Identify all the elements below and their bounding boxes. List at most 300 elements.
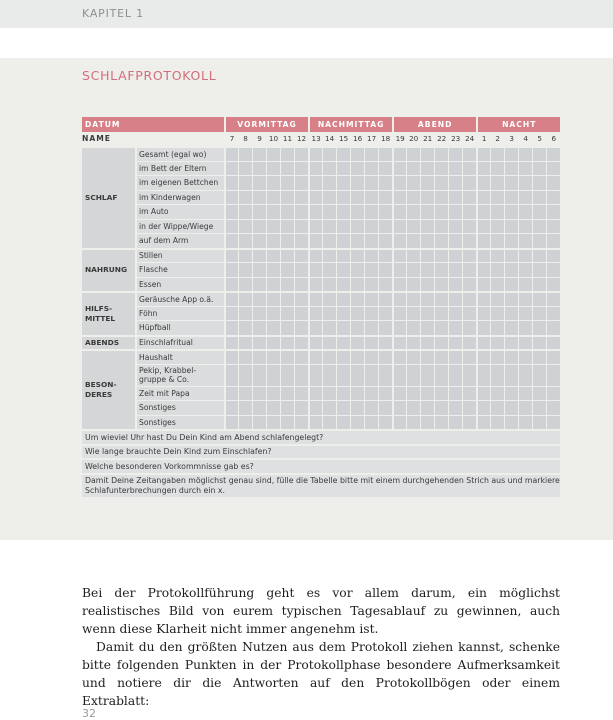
time-cell[interactable] — [462, 400, 476, 415]
time-cell[interactable] — [266, 146, 280, 161]
time-cell[interactable] — [266, 386, 280, 401]
time-cell[interactable] — [448, 306, 462, 321]
time-cell[interactable] — [336, 233, 350, 248]
time-cell[interactable] — [378, 415, 392, 430]
time-cell[interactable] — [406, 219, 420, 234]
time-cell[interactable] — [546, 277, 560, 292]
time-cell[interactable] — [294, 400, 308, 415]
time-cell[interactable] — [308, 415, 322, 430]
time-cell[interactable] — [490, 233, 504, 248]
time-cell[interactable] — [448, 291, 462, 306]
time-cell[interactable] — [350, 262, 364, 277]
time-cell[interactable] — [490, 364, 504, 386]
time-cell[interactable] — [378, 248, 392, 263]
time-cell[interactable] — [364, 190, 378, 205]
time-cell[interactable] — [224, 415, 238, 430]
time-cell[interactable] — [322, 306, 336, 321]
time-cell[interactable] — [420, 219, 434, 234]
time-cell[interactable] — [518, 306, 532, 321]
time-cell[interactable] — [532, 219, 546, 234]
time-cell[interactable] — [406, 190, 420, 205]
time-cell[interactable] — [532, 204, 546, 219]
time-cell[interactable] — [406, 306, 420, 321]
time-cell[interactable] — [308, 146, 322, 161]
time-cell[interactable] — [420, 248, 434, 263]
time-cell[interactable] — [238, 291, 252, 306]
time-cell[interactable] — [322, 219, 336, 234]
time-cell[interactable] — [504, 415, 518, 430]
time-cell[interactable] — [252, 400, 266, 415]
time-cell[interactable] — [378, 277, 392, 292]
time-cell[interactable] — [448, 262, 462, 277]
time-cell[interactable] — [336, 386, 350, 401]
time-cell[interactable] — [518, 204, 532, 219]
time-cell[interactable] — [392, 364, 406, 386]
time-cell[interactable] — [252, 386, 266, 401]
time-cell[interactable] — [420, 306, 434, 321]
time-cell[interactable] — [532, 248, 546, 263]
time-cell[interactable] — [336, 146, 350, 161]
time-cell[interactable] — [476, 161, 490, 176]
time-cell[interactable] — [434, 248, 448, 263]
time-cell[interactable] — [504, 190, 518, 205]
time-cell[interactable] — [252, 204, 266, 219]
time-cell[interactable] — [504, 175, 518, 190]
time-cell[interactable] — [448, 204, 462, 219]
time-cell[interactable] — [504, 306, 518, 321]
time-cell[interactable] — [350, 219, 364, 234]
time-cell[interactable] — [434, 386, 448, 401]
time-cell[interactable] — [350, 386, 364, 401]
time-cell[interactable] — [406, 161, 420, 176]
time-cell[interactable] — [532, 277, 546, 292]
time-cell[interactable] — [350, 161, 364, 176]
time-cell[interactable] — [378, 335, 392, 350]
time-cell[interactable] — [378, 219, 392, 234]
time-cell[interactable] — [280, 400, 294, 415]
time-cell[interactable] — [266, 364, 280, 386]
time-cell[interactable] — [420, 349, 434, 364]
time-cell[interactable] — [266, 233, 280, 248]
time-cell[interactable] — [308, 190, 322, 205]
time-cell[interactable] — [476, 320, 490, 335]
time-cell[interactable] — [476, 277, 490, 292]
time-cell[interactable] — [532, 386, 546, 401]
time-cell[interactable] — [378, 291, 392, 306]
time-cell[interactable] — [350, 335, 364, 350]
time-cell[interactable] — [280, 161, 294, 176]
time-cell[interactable] — [518, 175, 532, 190]
time-cell[interactable] — [490, 320, 504, 335]
time-cell[interactable] — [406, 415, 420, 430]
time-cell[interactable] — [308, 349, 322, 364]
time-cell[interactable] — [350, 400, 364, 415]
time-cell[interactable] — [280, 204, 294, 219]
time-cell[interactable] — [308, 291, 322, 306]
time-cell[interactable] — [434, 277, 448, 292]
time-cell[interactable] — [490, 306, 504, 321]
time-cell[interactable] — [546, 364, 560, 386]
time-cell[interactable] — [476, 204, 490, 219]
time-cell[interactable] — [532, 190, 546, 205]
time-cell[interactable] — [364, 175, 378, 190]
time-cell[interactable] — [252, 364, 266, 386]
time-cell[interactable] — [280, 190, 294, 205]
time-cell[interactable] — [224, 364, 238, 386]
time-cell[interactable] — [294, 277, 308, 292]
time-cell[interactable] — [280, 233, 294, 248]
time-cell[interactable] — [448, 175, 462, 190]
time-cell[interactable] — [434, 364, 448, 386]
time-cell[interactable] — [280, 219, 294, 234]
time-cell[interactable] — [546, 204, 560, 219]
time-cell[interactable] — [392, 320, 406, 335]
time-cell[interactable] — [448, 415, 462, 430]
time-cell[interactable] — [546, 320, 560, 335]
time-cell[interactable] — [532, 233, 546, 248]
time-cell[interactable] — [252, 233, 266, 248]
time-cell[interactable] — [336, 248, 350, 263]
time-cell[interactable] — [490, 204, 504, 219]
time-cell[interactable] — [364, 248, 378, 263]
time-cell[interactable] — [224, 386, 238, 401]
time-cell[interactable] — [504, 349, 518, 364]
time-cell[interactable] — [434, 335, 448, 350]
time-cell[interactable] — [518, 386, 532, 401]
time-cell[interactable] — [448, 335, 462, 350]
time-cell[interactable] — [336, 335, 350, 350]
time-cell[interactable] — [238, 204, 252, 219]
time-cell[interactable] — [336, 204, 350, 219]
time-cell[interactable] — [448, 386, 462, 401]
time-cell[interactable] — [392, 335, 406, 350]
time-cell[interactable] — [378, 204, 392, 219]
time-cell[interactable] — [266, 204, 280, 219]
time-cell[interactable] — [546, 386, 560, 401]
time-cell[interactable] — [504, 262, 518, 277]
time-cell[interactable] — [420, 233, 434, 248]
time-cell[interactable] — [546, 219, 560, 234]
time-cell[interactable] — [420, 335, 434, 350]
time-cell[interactable] — [350, 146, 364, 161]
time-cell[interactable] — [280, 277, 294, 292]
time-cell[interactable] — [322, 320, 336, 335]
time-cell[interactable] — [434, 175, 448, 190]
time-cell[interactable] — [420, 146, 434, 161]
time-cell[interactable] — [322, 400, 336, 415]
time-cell[interactable] — [364, 219, 378, 234]
time-cell[interactable] — [294, 175, 308, 190]
time-cell[interactable] — [532, 161, 546, 176]
time-cell[interactable] — [532, 335, 546, 350]
time-cell[interactable] — [266, 400, 280, 415]
time-cell[interactable] — [280, 415, 294, 430]
time-cell[interactable] — [392, 146, 406, 161]
time-cell[interactable] — [518, 415, 532, 430]
time-cell[interactable] — [308, 262, 322, 277]
time-cell[interactable] — [280, 386, 294, 401]
time-cell[interactable] — [266, 262, 280, 277]
time-cell[interactable] — [252, 190, 266, 205]
time-cell[interactable] — [392, 219, 406, 234]
time-cell[interactable] — [294, 190, 308, 205]
time-cell[interactable] — [546, 349, 560, 364]
time-cell[interactable] — [336, 320, 350, 335]
time-cell[interactable] — [238, 364, 252, 386]
time-cell[interactable] — [378, 262, 392, 277]
time-cell[interactable] — [490, 190, 504, 205]
time-cell[interactable] — [350, 277, 364, 292]
time-cell[interactable] — [238, 233, 252, 248]
time-cell[interactable] — [434, 415, 448, 430]
time-cell[interactable] — [476, 219, 490, 234]
time-cell[interactable] — [406, 335, 420, 350]
time-cell[interactable] — [350, 306, 364, 321]
time-cell[interactable] — [420, 320, 434, 335]
time-cell[interactable] — [294, 262, 308, 277]
time-cell[interactable] — [420, 190, 434, 205]
time-cell[interactable] — [504, 277, 518, 292]
time-cell[interactable] — [392, 349, 406, 364]
time-cell[interactable] — [546, 335, 560, 350]
time-cell[interactable] — [434, 219, 448, 234]
time-cell[interactable] — [490, 248, 504, 263]
time-cell[interactable] — [336, 415, 350, 430]
time-cell[interactable] — [350, 320, 364, 335]
time-cell[interactable] — [546, 291, 560, 306]
time-cell[interactable] — [364, 306, 378, 321]
time-cell[interactable] — [420, 291, 434, 306]
time-cell[interactable] — [518, 248, 532, 263]
time-cell[interactable] — [462, 262, 476, 277]
time-cell[interactable] — [504, 219, 518, 234]
time-cell[interactable] — [266, 248, 280, 263]
time-cell[interactable] — [280, 364, 294, 386]
time-cell[interactable] — [532, 146, 546, 161]
time-cell[interactable] — [490, 386, 504, 401]
time-cell[interactable] — [266, 175, 280, 190]
time-cell[interactable] — [462, 320, 476, 335]
time-cell[interactable] — [518, 349, 532, 364]
time-cell[interactable] — [336, 262, 350, 277]
time-cell[interactable] — [280, 349, 294, 364]
time-cell[interactable] — [546, 233, 560, 248]
time-cell[interactable] — [462, 306, 476, 321]
time-cell[interactable] — [518, 364, 532, 386]
time-cell[interactable] — [364, 400, 378, 415]
time-cell[interactable] — [322, 349, 336, 364]
time-cell[interactable] — [322, 175, 336, 190]
time-cell[interactable] — [224, 291, 238, 306]
time-cell[interactable] — [448, 349, 462, 364]
time-cell[interactable] — [350, 349, 364, 364]
time-cell[interactable] — [336, 175, 350, 190]
time-cell[interactable] — [308, 248, 322, 263]
time-cell[interactable] — [294, 386, 308, 401]
time-cell[interactable] — [476, 364, 490, 386]
time-cell[interactable] — [238, 146, 252, 161]
time-cell[interactable] — [350, 204, 364, 219]
time-cell[interactable] — [420, 415, 434, 430]
time-cell[interactable] — [420, 204, 434, 219]
time-cell[interactable] — [518, 262, 532, 277]
time-cell[interactable] — [392, 291, 406, 306]
time-cell[interactable] — [280, 306, 294, 321]
time-cell[interactable] — [392, 175, 406, 190]
time-cell[interactable] — [364, 335, 378, 350]
time-cell[interactable] — [322, 204, 336, 219]
time-cell[interactable] — [322, 335, 336, 350]
time-cell[interactable] — [504, 364, 518, 386]
time-cell[interactable] — [448, 277, 462, 292]
time-cell[interactable] — [364, 277, 378, 292]
question-field[interactable]: Um wieviel Uhr hast Du Dein Kind am Abend schlafengelegt? — [82, 429, 560, 444]
time-cell[interactable] — [322, 386, 336, 401]
time-cell[interactable] — [252, 335, 266, 350]
time-cell[interactable] — [350, 291, 364, 306]
time-cell[interactable] — [378, 146, 392, 161]
time-cell[interactable] — [252, 349, 266, 364]
time-cell[interactable] — [224, 306, 238, 321]
time-cell[interactable] — [364, 204, 378, 219]
time-cell[interactable] — [364, 233, 378, 248]
time-cell[interactable] — [434, 291, 448, 306]
time-cell[interactable] — [546, 175, 560, 190]
time-cell[interactable] — [364, 386, 378, 401]
time-cell[interactable] — [294, 146, 308, 161]
time-cell[interactable] — [490, 349, 504, 364]
time-cell[interactable] — [406, 320, 420, 335]
time-cell[interactable] — [238, 415, 252, 430]
time-cell[interactable] — [406, 146, 420, 161]
time-cell[interactable] — [406, 400, 420, 415]
time-cell[interactable] — [378, 190, 392, 205]
time-cell[interactable] — [476, 306, 490, 321]
time-cell[interactable] — [406, 349, 420, 364]
time-cell[interactable] — [504, 386, 518, 401]
time-cell[interactable] — [308, 161, 322, 176]
time-cell[interactable] — [280, 335, 294, 350]
time-cell[interactable] — [532, 306, 546, 321]
time-cell[interactable] — [490, 175, 504, 190]
time-cell[interactable] — [294, 306, 308, 321]
time-cell[interactable] — [420, 277, 434, 292]
time-cell[interactable] — [266, 415, 280, 430]
time-cell[interactable] — [294, 291, 308, 306]
time-cell[interactable] — [238, 400, 252, 415]
time-cell[interactable] — [392, 248, 406, 263]
time-cell[interactable] — [378, 233, 392, 248]
time-cell[interactable] — [504, 400, 518, 415]
time-cell[interactable] — [252, 161, 266, 176]
time-cell[interactable] — [266, 349, 280, 364]
time-cell[interactable] — [224, 204, 238, 219]
time-cell[interactable] — [462, 349, 476, 364]
time-cell[interactable] — [546, 262, 560, 277]
time-cell[interactable] — [238, 161, 252, 176]
question-field[interactable]: Damit Deine Zeitangaben möglichst genau sind, fülle die Tabelle bitte mit einem durchgehenden Strich aus und markiere Schlafunterbrechungen durch ein x. — [82, 473, 560, 497]
time-cell[interactable] — [238, 386, 252, 401]
time-cell[interactable] — [462, 161, 476, 176]
time-cell[interactable] — [504, 335, 518, 350]
time-cell[interactable] — [434, 190, 448, 205]
time-cell[interactable] — [462, 146, 476, 161]
time-cell[interactable] — [518, 219, 532, 234]
time-cell[interactable] — [448, 146, 462, 161]
time-cell[interactable] — [252, 248, 266, 263]
time-cell[interactable] — [280, 291, 294, 306]
time-cell[interactable] — [462, 175, 476, 190]
time-cell[interactable] — [350, 248, 364, 263]
time-cell[interactable] — [546, 248, 560, 263]
time-cell[interactable] — [448, 248, 462, 263]
time-cell[interactable] — [448, 320, 462, 335]
time-cell[interactable] — [322, 415, 336, 430]
time-cell[interactable] — [532, 349, 546, 364]
time-cell[interactable] — [280, 146, 294, 161]
time-cell[interactable] — [518, 233, 532, 248]
time-cell[interactable] — [308, 175, 322, 190]
time-cell[interactable] — [546, 400, 560, 415]
time-cell[interactable] — [224, 335, 238, 350]
time-cell[interactable] — [322, 262, 336, 277]
time-cell[interactable] — [392, 161, 406, 176]
time-cell[interactable] — [224, 233, 238, 248]
time-cell[interactable] — [406, 233, 420, 248]
time-cell[interactable] — [336, 161, 350, 176]
time-cell[interactable] — [238, 335, 252, 350]
time-cell[interactable] — [350, 364, 364, 386]
time-cell[interactable] — [252, 320, 266, 335]
time-cell[interactable] — [364, 161, 378, 176]
time-cell[interactable] — [490, 219, 504, 234]
time-cell[interactable] — [322, 190, 336, 205]
time-cell[interactable] — [490, 335, 504, 350]
time-cell[interactable] — [238, 277, 252, 292]
time-cell[interactable] — [518, 320, 532, 335]
time-cell[interactable] — [336, 277, 350, 292]
time-cell[interactable] — [532, 291, 546, 306]
time-cell[interactable] — [280, 248, 294, 263]
time-cell[interactable] — [406, 248, 420, 263]
time-cell[interactable] — [518, 335, 532, 350]
time-cell[interactable] — [434, 262, 448, 277]
time-cell[interactable] — [420, 364, 434, 386]
time-cell[interactable] — [336, 291, 350, 306]
time-cell[interactable] — [406, 175, 420, 190]
time-cell[interactable] — [434, 233, 448, 248]
time-cell[interactable] — [252, 306, 266, 321]
time-cell[interactable] — [238, 306, 252, 321]
time-cell[interactable] — [532, 400, 546, 415]
time-cell[interactable] — [406, 262, 420, 277]
time-cell[interactable] — [308, 277, 322, 292]
time-cell[interactable] — [378, 175, 392, 190]
time-cell[interactable] — [392, 204, 406, 219]
time-cell[interactable] — [350, 415, 364, 430]
time-cell[interactable] — [462, 364, 476, 386]
time-cell[interactable] — [476, 400, 490, 415]
time-cell[interactable] — [392, 190, 406, 205]
time-cell[interactable] — [392, 277, 406, 292]
time-cell[interactable] — [224, 262, 238, 277]
time-cell[interactable] — [294, 349, 308, 364]
time-cell[interactable] — [238, 175, 252, 190]
time-cell[interactable] — [546, 306, 560, 321]
time-cell[interactable] — [378, 161, 392, 176]
time-cell[interactable] — [294, 248, 308, 263]
time-cell[interactable] — [434, 306, 448, 321]
